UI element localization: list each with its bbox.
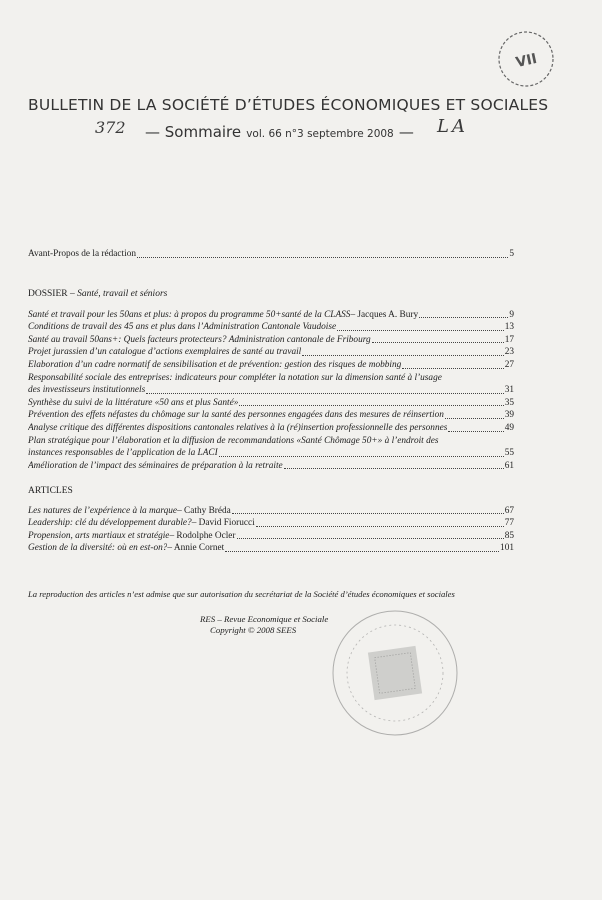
leader-dots [302, 355, 503, 356]
toc-row[interactable] [28, 309, 514, 322]
toc-title-line1: Responsabilité sociale des entreprises: indicateurs pour compléter la notation sur la dimension santé à l’usage [28, 372, 442, 383]
leader-dots [448, 431, 503, 432]
toc-row[interactable] [28, 334, 514, 347]
toc-row[interactable] [28, 321, 514, 334]
credits-journal: RES – Revue Economique et Sociale [200, 614, 329, 624]
sommaire-line [145, 122, 414, 141]
toc-title: Propension, arts martiaux et stratégie [28, 530, 170, 541]
toc-row[interactable] [28, 397, 514, 410]
handwritten-number: 372 [95, 118, 126, 137]
toc-title: Gestion de la diversité: où en est-on? [28, 543, 168, 554]
leader-dots [225, 551, 499, 552]
toc-title: Amélioration de l’impact des séminaires de préparation à la retraite [28, 460, 283, 471]
svg-text:VII: VII [514, 50, 539, 71]
leader-dots [232, 513, 504, 514]
toc-page: 101 [500, 543, 514, 554]
toc-page: 77 [504, 518, 514, 529]
toc-title-line1: Plan stratégique pour l’élaboration et la diffusion de recommandations «Santé Chômage 50+» à l’endroit des [28, 435, 439, 446]
toc-author: – Rodolphe Ocler [169, 530, 236, 541]
toc-title: Leadership: clé du développement durable? [28, 518, 192, 529]
credits-copyright: Copyright © 2008 SEES [210, 625, 297, 635]
toc-row-multiline[interactable] [28, 372, 514, 397]
articles-section [28, 485, 514, 555]
leader-dots [402, 368, 503, 369]
toc-title: Projet jurassien d’un catalogue d’actions exemplaires de santé au travail [28, 347, 302, 358]
toc-author: – David Fiorucci [191, 518, 255, 529]
toc-title: Avant-Propos de la rédaction [28, 249, 136, 259]
toc-page: 35 [504, 397, 514, 408]
leader-dots [237, 538, 504, 539]
leader-dots [146, 393, 503, 394]
leader-dots [239, 405, 503, 406]
toc-row[interactable] [28, 422, 514, 435]
toc-title: Santé au travail 50ans+: Quels facteurs protecteurs? Administration cantonale de Fribourg [28, 334, 371, 345]
toc-page: 85 [504, 530, 514, 541]
toc-title: instances responsables de l’application de la LACI [28, 448, 218, 459]
toc-row[interactable] [28, 505, 514, 518]
toc-row[interactable] [28, 530, 514, 543]
toc-row-multiline[interactable] [28, 435, 514, 460]
toc-page: 13 [504, 322, 514, 333]
sommaire-label: — Sommaire [145, 123, 242, 141]
toc-row[interactable] [28, 346, 514, 359]
articles-heading: ARTICLES [28, 486, 73, 496]
leader-dots [419, 317, 508, 318]
leader-dots [372, 342, 504, 343]
toc-title: des investisseurs institutionnels [28, 385, 146, 396]
toc-author: – Annie Cornet [167, 543, 225, 554]
bulletin-title: BULLETIN DE LA SOCIÉTÉ D’ÉTUDES ÉCONOMIQUES ET SOCIALES [28, 96, 549, 114]
toc-page: 27 [504, 359, 514, 370]
toc-row[interactable] [28, 409, 514, 422]
toc-row[interactable] [28, 359, 514, 372]
toc-page: 31 [504, 385, 514, 396]
toc-page: 5 [509, 249, 514, 259]
leader-dots [284, 468, 504, 469]
toc-page: 55 [504, 448, 514, 459]
leader-dots [137, 257, 508, 258]
toc-page: 39 [504, 410, 514, 421]
toc-title: Prévention des effets néfastes du chômage sur la santé des personnes engagées dans des mesures de réinsertion [28, 410, 444, 421]
toc-title: Santé et travail pour les 50ans et plus: à propos du programme 50+santé de la CLASS [28, 309, 351, 320]
toc-row[interactable] [28, 542, 514, 555]
toc-page: 49 [504, 422, 514, 433]
dossier-heading [28, 288, 514, 301]
avant-propos-section [28, 248, 514, 261]
dossier-label: DOSSIER [28, 289, 68, 299]
leader-dots [219, 456, 504, 457]
leader-dots [337, 330, 504, 331]
toc-page: 17 [504, 334, 514, 345]
toc-row[interactable] [28, 517, 514, 530]
volume-info: vol. 66 n°3 septembre 2008 [246, 128, 394, 140]
leader-dots [256, 526, 504, 527]
toc-page: 23 [504, 347, 514, 358]
toc-title: Elaboration d’un cadre normatif de sensibilisation et de prévention: gestion des risques de mobbing [28, 359, 402, 370]
corner-stamp [495, 28, 557, 90]
trailing-dash: — [398, 123, 414, 141]
publication-credits [200, 614, 328, 636]
toc-author: – Jacques A. Bury [350, 309, 419, 320]
toc-row[interactable] [28, 460, 514, 473]
library-stamp [325, 603, 465, 743]
dossier-section [28, 288, 514, 472]
toc-page: 9 [509, 309, 514, 320]
toc-title: Analyse critique des différentes dispositions cantonales relatives à la (ré)insertion professionnelle des personnes [28, 422, 448, 433]
reproduction-notice: La reproduction des articles n’est admise que sur autorisation du secrétariat de la Société d’études économiques et sociales [28, 589, 455, 599]
handwritten-initials: LA [437, 116, 468, 137]
toc-page: 61 [504, 460, 514, 471]
toc-title: Conditions de travail des 45 ans et plus dans l’Administration Cantonale Vaudoise [28, 322, 337, 333]
toc-title: Les natures de l’expérience à la marque [28, 505, 178, 516]
toc-page: 67 [504, 505, 514, 516]
leader-dots [445, 418, 504, 419]
toc-author: – Cathy Bréda [177, 505, 231, 516]
toc-row-avant-propos[interactable] [28, 248, 514, 261]
dossier-subtitle: – Santé, travail et séniors [69, 289, 168, 299]
toc-title: Synthèse du suivi de la littérature «50 ans et plus Santé» [28, 397, 239, 408]
